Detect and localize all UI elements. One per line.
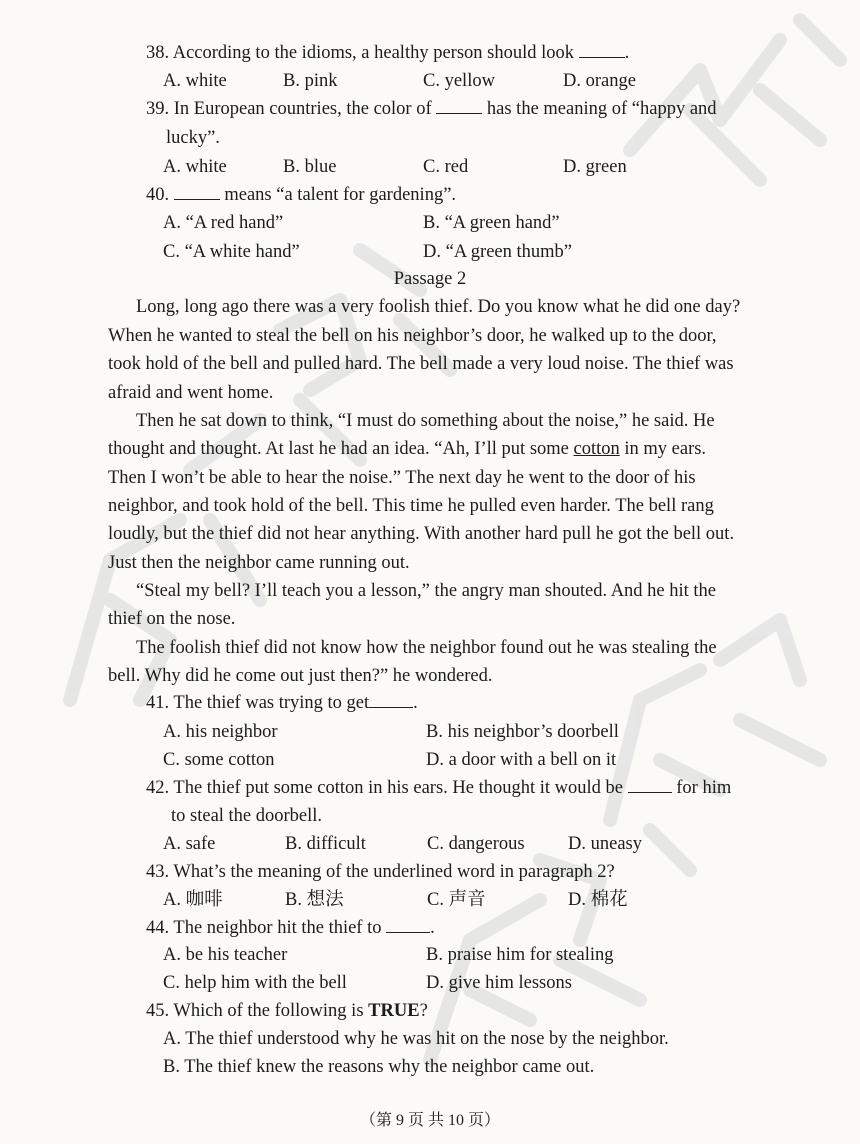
q42-stem-c: to steal the doorbell. (171, 806, 323, 826)
q43-option-a: A. 咖啡 (163, 890, 223, 910)
passage-line: loudly, but the thief did not hear anything. With another hard pull he got the bell out. (108, 524, 735, 544)
q40-option-a: A. “A red hand” (163, 213, 284, 233)
answer-blank (436, 97, 482, 114)
q41-option-d: D. a door with a bell on it (426, 750, 617, 770)
q41-option-a: A. his neighbor (163, 722, 278, 742)
q42-option-b: B. difficult (285, 834, 366, 854)
passage-line (108, 437, 706, 461)
passage-line: Long, long ago there was a very foolish thief. Do you know what he did one day? (136, 297, 741, 317)
q41-option-c: C. some cotton (163, 750, 275, 770)
passage-text: thought and thought. At last he had an idea. “Ah, I’ll put some (108, 439, 569, 459)
q40-stem-b: means “a talent for gardening”. (224, 185, 457, 205)
q40-option-c: C. “A white hand” (163, 242, 300, 262)
q42-option-d: D. uneasy (568, 834, 642, 854)
q45-option-b: B. The thief knew the reasons why the neighbor came out. (163, 1057, 595, 1077)
q42-stem-a: 42. The thief put some cotton in his ears. He thought it would be (146, 778, 623, 798)
passage-line: thief on the nose. (108, 609, 236, 629)
q43-option-d: D. 棉花 (568, 890, 628, 910)
passage-line: neighbor, and took hold of the bell. This time he pulled even harder. The bell rang (108, 496, 714, 516)
q44-option-a: A. be his teacher (163, 945, 288, 965)
q41-option-b: B. his neighbor’s doorbell (426, 722, 619, 742)
q38-stem-end: . (624, 43, 630, 63)
passage-line: Then I won’t be able to hear the noise.” The next day he went to the door of his (108, 468, 696, 488)
q45-option-a: A. The thief understood why he was hit on the nose by the neighbor. (163, 1029, 669, 1049)
q42-option-c: C. dangerous (427, 834, 525, 854)
question-38-stem (146, 41, 629, 65)
question-45-stem (146, 999, 428, 1023)
q42-stem-b: for him (676, 778, 732, 798)
passage-line: took hold of the bell and pulled hard. The bell made a very loud noise. The thief was (108, 354, 734, 374)
q41-stem-end: . (413, 693, 418, 713)
q45-stem-end: ? (419, 1001, 428, 1021)
q39-option-d: D. green (563, 157, 627, 177)
q45-stem-bold: TRUE (368, 1001, 420, 1021)
q40-option-b: B. “A green hand” (423, 213, 560, 233)
q38-stem-text: 38. According to the idioms, a healthy person should look (146, 43, 575, 63)
q44-option-d: D. give him lessons (426, 973, 572, 993)
q44-stem-text: 44. The neighbor hit the thief to (146, 918, 382, 938)
passage-line: When he wanted to steal the bell on his neighbor’s door, he walked up to the door, (108, 326, 717, 346)
q44-option-c: C. help him with the bell (163, 973, 347, 993)
question-40-stem (146, 183, 456, 207)
answer-blank (369, 691, 413, 708)
question-39-stem (146, 97, 717, 121)
q39-stem-a: 39. In European countries, the color of (146, 99, 432, 119)
answer-blank (628, 776, 672, 793)
q44-option-b: B. praise him for stealing (426, 945, 614, 965)
q38-option-c: C. yellow (423, 71, 495, 91)
q42-option-a: A. safe (163, 834, 216, 854)
q43-option-c: C. 声音 (427, 890, 486, 910)
q44-stem-end: . (430, 918, 435, 938)
q39-option-b: B. blue (283, 157, 337, 177)
passage-line: bell. Why did he come out just then?” he wondered. (108, 666, 493, 686)
q39-stem-c: lucky”. (166, 128, 220, 148)
answer-blank (579, 41, 625, 58)
q43-option-b: B. 想法 (285, 890, 344, 910)
q45-stem-a: 45. Which of the following is (146, 1001, 364, 1021)
q41-stem-text: 41. The thief was trying to get (146, 693, 370, 713)
q38-option-b: B. pink (283, 71, 338, 91)
passage-title: Passage 2 (393, 269, 467, 289)
passage-line: The foolish thief did not know how the neighbor found out he was stealing the (136, 638, 717, 658)
answer-blank (174, 183, 220, 200)
q39-option-c: C. red (423, 157, 469, 177)
underlined-word: cotton (573, 439, 620, 459)
passage-text: in my ears. (624, 439, 707, 459)
passage-line: Then he sat down to think, “I must do something about the noise,” he said. He (136, 411, 715, 431)
q39-option-a: A. white (163, 157, 227, 177)
passage-line: Just then the neighbor came running out. (108, 553, 410, 573)
passage-line: “Steal my bell? I’ll teach you a lesson,” the angry man shouted. And he hit the (136, 581, 717, 601)
question-41-stem (146, 691, 418, 715)
q40-stem-a: 40. (146, 185, 170, 205)
question-42-stem (146, 776, 731, 800)
q40-option-d: D. “A green thumb” (423, 242, 572, 262)
question-44-stem (146, 916, 435, 940)
q38-option-a: A. white (163, 71, 227, 91)
q38-option-d: D. orange (563, 71, 636, 91)
q39-stem-b: has the meaning of “happy and (486, 99, 717, 119)
passage-line: afraid and went home. (108, 383, 274, 403)
question-43-stem: 43. What’s the meaning of the underlined word in paragraph 2? (146, 862, 615, 882)
answer-blank (386, 916, 430, 933)
page-footer: （第 9 页 共 10 页） (359, 1112, 500, 1129)
